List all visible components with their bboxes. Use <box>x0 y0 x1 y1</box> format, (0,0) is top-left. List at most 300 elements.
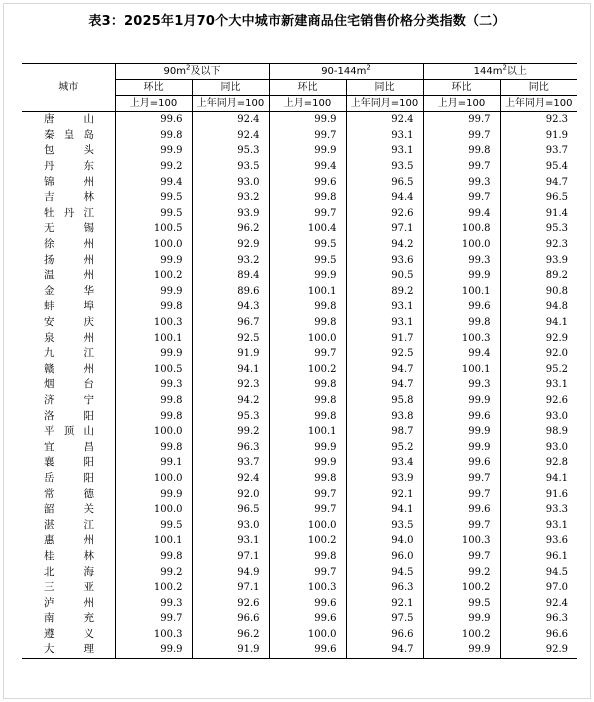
index-value-cell: 99.8 <box>269 549 346 565</box>
index-value-cell: 99.9 <box>115 642 192 658</box>
sub-header-mom-small: 环比 <box>115 80 192 96</box>
sub-header-yoy-medium: 同比 <box>346 80 423 96</box>
index-value-cell: 100.5 <box>115 362 192 378</box>
index-value-cell: 94.7 <box>500 174 577 190</box>
index-value-cell: 93.4 <box>346 455 423 471</box>
table-row <box>22 252 577 268</box>
index-value-cell: 99.5 <box>115 517 192 533</box>
index-value-cell: 99.6 <box>423 455 500 471</box>
index-value-cell: 99.9 <box>269 439 346 455</box>
city-cell <box>22 284 115 300</box>
index-value-cell: 99.2 <box>423 564 500 580</box>
index-value-cell: 99.3 <box>423 252 500 268</box>
index-value-cell: 99.7 <box>423 190 500 206</box>
index-value-cell: 97.1 <box>192 549 269 565</box>
index-value-cell: 93.9 <box>346 471 423 487</box>
index-value-cell: 96.5 <box>500 190 577 206</box>
index-value-cell: 99.5 <box>115 190 192 206</box>
table-row <box>22 221 577 237</box>
index-value-cell: 94.5 <box>500 564 577 580</box>
table-row <box>22 502 577 518</box>
index-value-cell: 92.0 <box>500 346 577 362</box>
base-header-yoy-large: 上年同月=100 <box>500 96 577 112</box>
index-value-cell: 94.1 <box>500 315 577 331</box>
city-name: 宜昌 <box>44 440 94 453</box>
index-value-cell: 93.9 <box>192 206 269 222</box>
index-value-cell: 99.9 <box>423 393 500 409</box>
index-value-cell: 97.1 <box>192 580 269 596</box>
index-value-cell: 96.1 <box>500 549 577 565</box>
city-cell <box>22 112 115 128</box>
city-cell <box>22 408 115 424</box>
index-value-cell: 100.1 <box>115 330 192 346</box>
index-value-cell: 99.8 <box>269 190 346 206</box>
index-value-cell: 100.5 <box>115 221 192 237</box>
index-value-cell: 99.6 <box>423 408 500 424</box>
index-value-cell: 100.1 <box>423 362 500 378</box>
index-value-cell: 92.3 <box>500 112 577 128</box>
index-value-cell: 94.9 <box>192 564 269 580</box>
index-value-cell: 99.6 <box>269 642 346 658</box>
index-value-cell: 92.4 <box>192 471 269 487</box>
table-row <box>22 517 577 533</box>
index-value-cell: 92.4 <box>192 128 269 144</box>
index-value-cell: 99.8 <box>269 299 346 315</box>
index-value-cell: 94.8 <box>500 299 577 315</box>
index-value-cell: 100.4 <box>269 221 346 237</box>
table-row <box>22 112 577 128</box>
index-value-cell: 99.2 <box>115 564 192 580</box>
index-value-cell: 92.8 <box>500 455 577 471</box>
table-row <box>22 299 577 315</box>
index-value-cell: 94.4 <box>346 190 423 206</box>
index-value-cell: 96.3 <box>192 439 269 455</box>
city-cell <box>22 564 115 580</box>
city-column-header: 城市 <box>22 64 115 112</box>
table-row <box>22 237 577 253</box>
city-cell <box>22 330 115 346</box>
city-name: 安庆 <box>44 316 94 329</box>
table-row <box>22 611 577 627</box>
index-value-cell: 99.5 <box>115 206 192 222</box>
table-row <box>22 627 577 643</box>
index-value-cell: 93.0 <box>192 517 269 533</box>
city-name: 烟台 <box>44 378 94 391</box>
table-row <box>22 159 577 175</box>
index-value-cell: 93.3 <box>500 502 577 518</box>
index-value-cell: 99.6 <box>115 112 192 128</box>
index-value-cell: 99.8 <box>115 128 192 144</box>
city-cell <box>22 377 115 393</box>
index-value-cell: 94.2 <box>192 393 269 409</box>
index-value-cell: 99.6 <box>269 595 346 611</box>
city-name: 惠州 <box>44 534 94 547</box>
table-row <box>22 330 577 346</box>
price-index-table <box>22 63 577 659</box>
city-name: 无锡 <box>44 222 94 235</box>
index-value-cell: 100.1 <box>269 424 346 440</box>
city-name: 岳阳 <box>44 471 94 484</box>
index-value-cell: 95.2 <box>346 439 423 455</box>
city-name: 泸州 <box>44 596 94 609</box>
city-cell <box>22 206 115 222</box>
index-value-cell: 99.9 <box>269 143 346 159</box>
index-value-cell: 99.3 <box>423 174 500 190</box>
index-value-cell: 96.5 <box>346 174 423 190</box>
index-value-cell: 90.5 <box>346 268 423 284</box>
city-cell <box>22 393 115 409</box>
sub-header-mom-medium: 环比 <box>269 80 346 96</box>
city-cell <box>22 517 115 533</box>
index-value-cell: 90.8 <box>500 284 577 300</box>
index-value-cell: 93.6 <box>500 533 577 549</box>
index-value-cell: 99.3 <box>423 377 500 393</box>
city-cell <box>22 471 115 487</box>
table-row <box>22 580 577 596</box>
city-cell <box>22 549 115 565</box>
index-value-cell: 93.0 <box>500 439 577 455</box>
index-value-cell: 94.7 <box>346 642 423 658</box>
city-cell <box>22 252 115 268</box>
index-value-cell: 93.5 <box>346 159 423 175</box>
index-value-cell: 93.1 <box>500 377 577 393</box>
index-value-cell: 89.4 <box>192 268 269 284</box>
city-name: 平顶山 <box>44 425 94 438</box>
index-value-cell: 99.8 <box>269 471 346 487</box>
index-value-cell: 95.3 <box>500 221 577 237</box>
city-name: 吉林 <box>44 191 94 204</box>
city-name: 韶关 <box>44 503 94 516</box>
city-cell <box>22 143 115 159</box>
index-value-cell: 99.9 <box>423 424 500 440</box>
index-value-cell: 94.7 <box>346 362 423 378</box>
base-header-mom-medium: 上月=100 <box>269 96 346 112</box>
index-value-cell: 100.1 <box>269 284 346 300</box>
index-value-cell: 99.5 <box>423 595 500 611</box>
sub-header-yoy-large: 同比 <box>500 80 577 96</box>
index-value-cell: 93.1 <box>346 315 423 331</box>
table-row <box>22 471 577 487</box>
city-cell <box>22 580 115 596</box>
index-value-cell: 99.9 <box>423 268 500 284</box>
index-value-cell: 92.6 <box>346 206 423 222</box>
table-row <box>22 206 577 222</box>
index-value-cell: 99.8 <box>269 408 346 424</box>
city-name: 蚌埠 <box>44 300 94 313</box>
index-value-cell: 93.5 <box>346 517 423 533</box>
index-value-cell: 99.7 <box>423 128 500 144</box>
index-value-cell: 99.8 <box>269 377 346 393</box>
index-value-cell: 97.5 <box>346 611 423 627</box>
index-value-cell: 100.2 <box>423 580 500 596</box>
index-value-cell: 99.7 <box>115 611 192 627</box>
index-value-cell: 94.7 <box>346 377 423 393</box>
city-name: 锦州 <box>44 175 94 188</box>
index-value-cell: 95.4 <box>500 159 577 175</box>
index-value-cell: 100.2 <box>115 580 192 596</box>
city-cell <box>22 315 115 331</box>
index-value-cell: 96.6 <box>500 627 577 643</box>
index-value-cell: 100.1 <box>423 284 500 300</box>
index-value-cell: 99.1 <box>115 455 192 471</box>
index-value-cell: 94.1 <box>346 502 423 518</box>
index-value-cell: 93.9 <box>500 252 577 268</box>
city-name: 牡丹江 <box>44 206 94 219</box>
index-value-cell: 100.3 <box>115 627 192 643</box>
index-value-cell: 100.3 <box>423 533 500 549</box>
table-header <box>22 64 577 112</box>
table-row <box>22 439 577 455</box>
city-cell <box>22 595 115 611</box>
table-row <box>22 486 577 502</box>
index-value-cell: 100.3 <box>115 315 192 331</box>
index-value-cell: 99.7 <box>269 206 346 222</box>
index-value-cell: 93.2 <box>192 190 269 206</box>
index-value-cell: 100.2 <box>269 533 346 549</box>
table-row <box>22 377 577 393</box>
table-row <box>22 564 577 580</box>
city-name: 大理 <box>44 643 94 656</box>
city-cell <box>22 362 115 378</box>
index-value-cell: 92.5 <box>346 346 423 362</box>
index-value-cell: 94.2 <box>346 237 423 253</box>
base-header-yoy-medium: 上年同月=100 <box>346 96 423 112</box>
table-row <box>22 533 577 549</box>
index-value-cell: 97.1 <box>346 221 423 237</box>
table-row <box>22 549 577 565</box>
index-value-cell: 99.9 <box>115 486 192 502</box>
index-value-cell: 92.6 <box>500 393 577 409</box>
index-value-cell: 92.4 <box>500 595 577 611</box>
index-value-cell: 100.2 <box>115 268 192 284</box>
city-cell <box>22 502 115 518</box>
index-value-cell: 99.7 <box>269 564 346 580</box>
index-value-cell: 94.1 <box>500 471 577 487</box>
index-value-cell: 92.6 <box>192 595 269 611</box>
index-value-cell: 100.0 <box>269 330 346 346</box>
index-value-cell: 95.2 <box>500 362 577 378</box>
index-value-cell: 92.3 <box>192 377 269 393</box>
index-value-cell: 96.2 <box>192 627 269 643</box>
index-value-cell: 96.0 <box>346 549 423 565</box>
index-value-cell: 99.8 <box>115 549 192 565</box>
city-name: 北海 <box>44 565 94 578</box>
index-value-cell: 93.1 <box>500 517 577 533</box>
city-cell <box>22 642 115 658</box>
index-value-cell: 99.7 <box>269 128 346 144</box>
index-value-cell: 93.7 <box>500 143 577 159</box>
index-value-cell: 100.1 <box>115 533 192 549</box>
index-value-cell: 99.8 <box>423 143 500 159</box>
index-value-cell: 93.7 <box>192 455 269 471</box>
city-name: 徐州 <box>44 238 94 251</box>
index-value-cell: 93.1 <box>346 299 423 315</box>
city-name: 湛江 <box>44 518 94 531</box>
index-value-cell: 94.3 <box>192 299 269 315</box>
index-value-cell: 92.9 <box>500 642 577 658</box>
sub-header-yoy-small: 同比 <box>192 80 269 96</box>
index-value-cell: 93.2 <box>192 252 269 268</box>
index-value-cell: 93.1 <box>346 128 423 144</box>
index-value-cell: 93.8 <box>346 408 423 424</box>
city-cell <box>22 299 115 315</box>
index-value-cell: 94.0 <box>346 533 423 549</box>
index-value-cell: 92.1 <box>346 486 423 502</box>
table-row <box>22 424 577 440</box>
index-value-cell: 89.2 <box>500 268 577 284</box>
index-value-cell: 99.8 <box>269 315 346 331</box>
index-value-cell: 96.7 <box>192 315 269 331</box>
index-value-cell: 92.4 <box>192 112 269 128</box>
index-value-cell: 99.8 <box>423 315 500 331</box>
group-header-large: $144m^2$以上 <box>423 64 577 80</box>
city-cell <box>22 268 115 284</box>
index-value-cell: 99.9 <box>269 455 346 471</box>
city-name: 扬州 <box>44 253 94 266</box>
base-header-mom-large: 上月=100 <box>423 96 500 112</box>
index-value-cell: 100.0 <box>423 237 500 253</box>
table-row <box>22 408 577 424</box>
index-value-cell: 91.6 <box>500 486 577 502</box>
index-value-cell: 99.4 <box>423 206 500 222</box>
index-value-cell: 95.8 <box>346 393 423 409</box>
index-value-cell: 99.7 <box>423 486 500 502</box>
index-value-cell: 99.8 <box>115 439 192 455</box>
index-value-cell: 100.2 <box>423 627 500 643</box>
index-value-cell: 89.2 <box>346 284 423 300</box>
index-value-cell: 92.1 <box>346 595 423 611</box>
index-value-cell: 99.5 <box>269 252 346 268</box>
index-value-cell: 99.6 <box>423 502 500 518</box>
city-name: 包头 <box>44 144 94 157</box>
table-row <box>22 393 577 409</box>
index-value-cell: 100.3 <box>423 330 500 346</box>
index-value-cell: 100.0 <box>269 627 346 643</box>
sub-header-mom-large: 环比 <box>423 80 500 96</box>
index-value-cell: 99.8 <box>115 299 192 315</box>
city-name: 九江 <box>44 347 94 360</box>
city-name: 唐山 <box>44 113 94 126</box>
index-value-cell: 96.6 <box>346 627 423 643</box>
table-row <box>22 128 577 144</box>
group-header-small: $90m^2$及以下 <box>115 64 269 80</box>
index-value-cell: 99.6 <box>423 299 500 315</box>
index-value-cell: 99.5 <box>269 237 346 253</box>
index-value-cell: 99.2 <box>115 159 192 175</box>
table-row <box>22 284 577 300</box>
table-row <box>22 362 577 378</box>
city-cell <box>22 627 115 643</box>
index-value-cell: 99.9 <box>115 143 192 159</box>
city-cell <box>22 455 115 471</box>
index-value-cell: 93.1 <box>346 143 423 159</box>
index-value-cell: 97.0 <box>500 580 577 596</box>
index-value-cell: 92.0 <box>192 486 269 502</box>
index-value-cell: 99.8 <box>115 408 192 424</box>
index-value-cell: 93.0 <box>500 408 577 424</box>
index-value-cell: 93.0 <box>192 174 269 190</box>
index-value-cell: 100.0 <box>269 517 346 533</box>
index-value-cell: 91.9 <box>192 642 269 658</box>
city-cell <box>22 159 115 175</box>
index-value-cell: 100.0 <box>115 237 192 253</box>
city-name: 三亚 <box>44 581 94 594</box>
index-value-cell: 100.0 <box>115 471 192 487</box>
index-value-cell: 100.0 <box>115 502 192 518</box>
index-value-cell: 99.3 <box>115 377 192 393</box>
table-row <box>22 315 577 331</box>
index-value-cell: 91.4 <box>500 206 577 222</box>
city-cell <box>22 533 115 549</box>
index-value-cell: 99.4 <box>269 159 346 175</box>
index-value-cell: 92.9 <box>500 330 577 346</box>
table-row <box>22 268 577 284</box>
table-row <box>22 595 577 611</box>
index-value-cell: 93.6 <box>346 252 423 268</box>
index-value-cell: 91.9 <box>500 128 577 144</box>
index-value-cell: 99.7 <box>423 549 500 565</box>
index-value-cell: 94.1 <box>192 362 269 378</box>
index-value-cell: 99.4 <box>423 346 500 362</box>
index-value-cell: 99.9 <box>423 642 500 658</box>
city-cell <box>22 221 115 237</box>
index-value-cell: 99.7 <box>269 346 346 362</box>
index-value-cell: 99.6 <box>269 174 346 190</box>
city-name: 秦皇岛 <box>44 128 94 141</box>
city-cell <box>22 237 115 253</box>
index-value-cell: 98.7 <box>346 424 423 440</box>
city-cell <box>22 128 115 144</box>
city-name: 常德 <box>44 487 94 500</box>
table-row <box>22 455 577 471</box>
index-value-cell: 99.4 <box>115 174 192 190</box>
index-value-cell: 99.7 <box>423 517 500 533</box>
index-value-cell: 99.9 <box>269 112 346 128</box>
index-value-cell: 100.0 <box>115 424 192 440</box>
base-header-mom-small: 上月=100 <box>115 96 192 112</box>
city-name: 赣州 <box>44 362 94 375</box>
table-row <box>22 174 577 190</box>
index-value-cell: 100.8 <box>423 221 500 237</box>
city-cell <box>22 611 115 627</box>
city-name: 洛阳 <box>44 409 94 422</box>
index-value-cell: 96.5 <box>192 502 269 518</box>
index-value-cell: 89.6 <box>192 284 269 300</box>
index-value-cell: 99.9 <box>115 346 192 362</box>
table-row <box>22 143 577 159</box>
city-cell <box>22 424 115 440</box>
index-value-cell: 99.8 <box>269 393 346 409</box>
index-value-cell: 99.9 <box>115 284 192 300</box>
index-value-cell: 96.6 <box>192 611 269 627</box>
city-name: 泉州 <box>44 331 94 344</box>
city-name: 桂林 <box>44 549 94 562</box>
city-name: 济宁 <box>44 393 94 406</box>
index-value-cell: 99.9 <box>115 252 192 268</box>
index-value-cell: 99.7 <box>423 112 500 128</box>
index-value-cell: 96.3 <box>500 611 577 627</box>
city-cell <box>22 190 115 206</box>
group-header-medium: $90-144m^2$ <box>269 64 423 80</box>
index-value-cell: 93.1 <box>192 533 269 549</box>
index-value-cell: 96.3 <box>346 580 423 596</box>
index-value-cell: 99.7 <box>269 486 346 502</box>
index-value-cell: 100.2 <box>269 362 346 378</box>
city-name: 丹东 <box>44 160 94 173</box>
city-name: 南充 <box>44 612 94 625</box>
index-value-cell: 91.7 <box>346 330 423 346</box>
index-value-cell: 95.3 <box>192 143 269 159</box>
